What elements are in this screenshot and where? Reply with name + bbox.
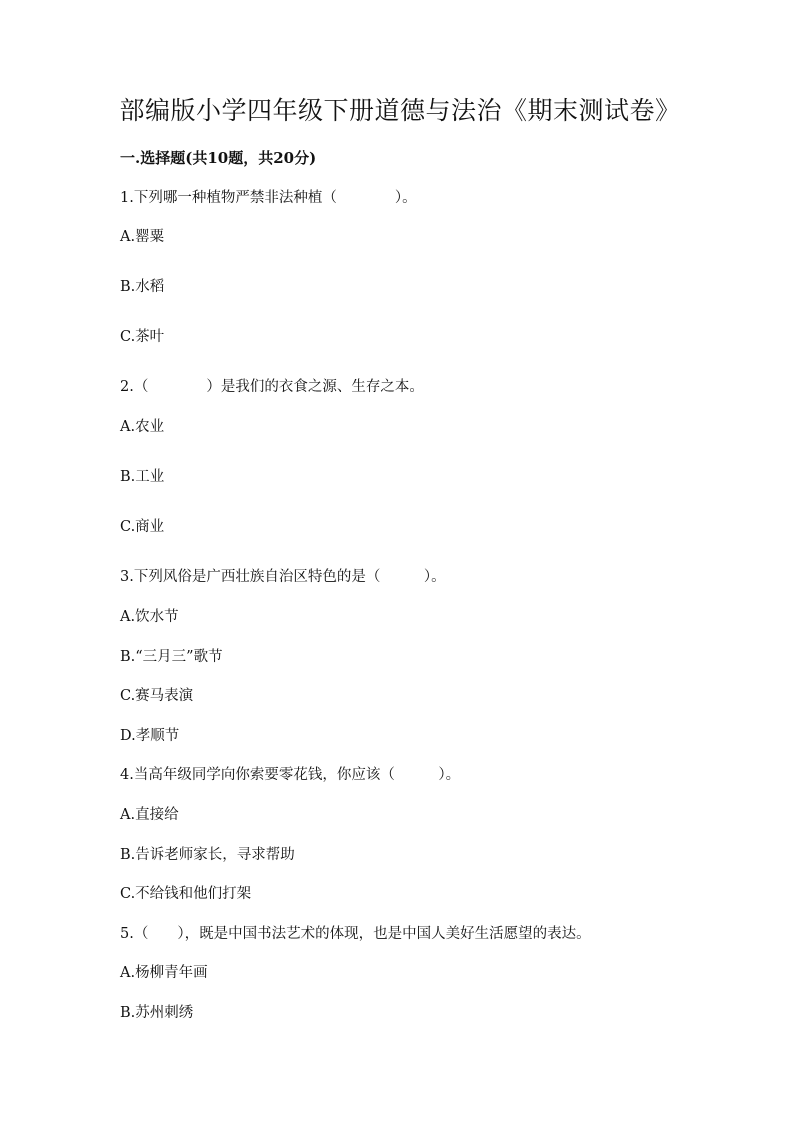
question-2-option-a: A.农业	[120, 419, 165, 435]
question-1-option-c: C.茶叶	[120, 329, 165, 345]
question-5-stem: 5.（ ），既是中国书法艺术的体现，也是中国人美好生活愿望的表达。	[120, 926, 591, 942]
question-3-stem: 3.下列风俗是广西壮族自治区特色的是（ ）。	[120, 569, 446, 585]
question-1-option-a: A.罂粟	[120, 229, 165, 245]
section-heading: 一.选择题(共10题，共20分)	[120, 149, 317, 167]
page-title: 部编版小学四年级下册道德与法治《期末测试卷》	[119, 96, 681, 125]
question-4-option-c: C.不给钱和他们打架	[120, 886, 252, 902]
question-1-stem: 1.下列哪一种植物严禁非法种植（ ）。	[120, 190, 417, 206]
question-5-option-b: B.苏州刺绣	[120, 1005, 194, 1021]
question-2-option-b: B.工业	[120, 469, 165, 485]
question-3-option-b: B.“三月三”歌节	[120, 649, 223, 665]
question-4-option-b: B.告诉老师家长，寻求帮助	[120, 847, 295, 863]
question-2-stem: 2.（ ）是我们的衣食之源、生存之本。	[120, 379, 424, 395]
question-2-option-c: C.商业	[120, 519, 165, 535]
question-3-option-c: C.赛马表演	[120, 688, 194, 704]
question-4-option-a: A.直接给	[120, 807, 179, 823]
question-4-stem: 4.当高年级同学向你索要零花钱，你应该（ ）。	[120, 767, 461, 783]
question-3-option-d: D.孝顺节	[120, 728, 180, 744]
question-5-option-a: A.杨柳青年画	[120, 965, 208, 981]
question-1-option-b: B.水稻	[120, 279, 165, 295]
question-3-option-a: A.饮水节	[120, 609, 179, 625]
